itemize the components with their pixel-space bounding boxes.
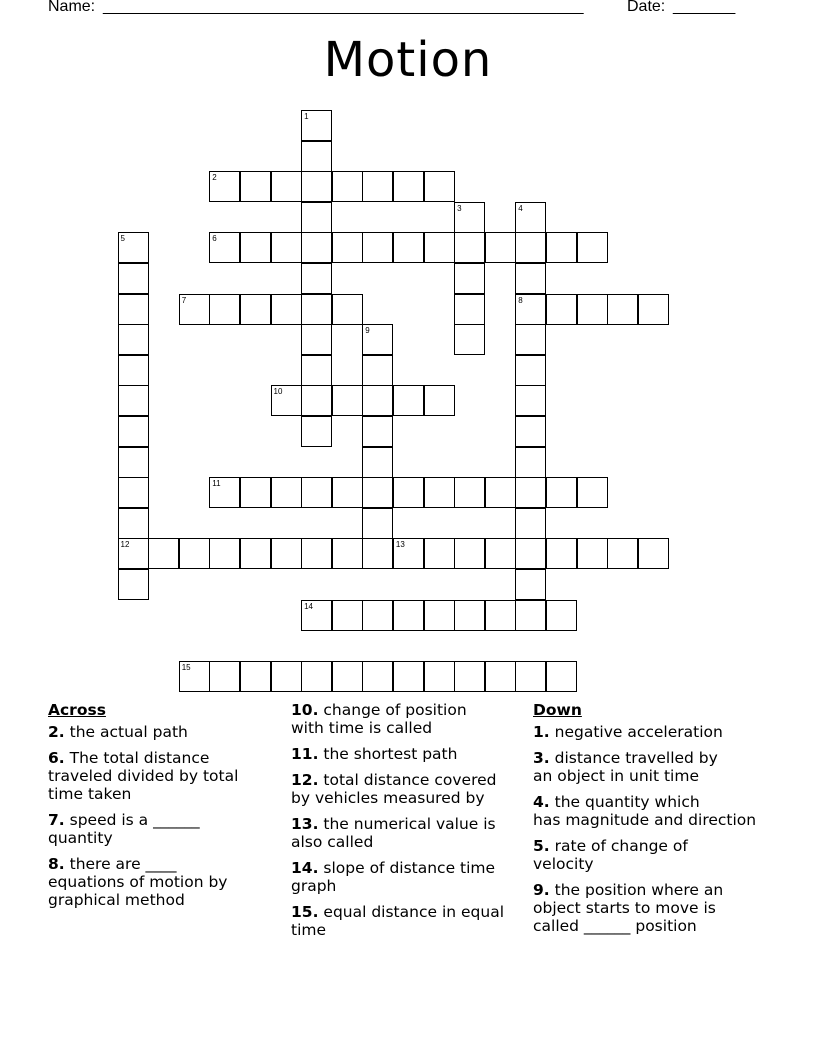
grid-cell[interactable] bbox=[454, 477, 485, 508]
clues-column-right bbox=[533, 701, 803, 943]
grid-cell[interactable] bbox=[546, 600, 577, 631]
grid-cell[interactable] bbox=[393, 477, 424, 508]
clue-across-14 bbox=[291, 859, 526, 895]
grid-cell[interactable] bbox=[271, 171, 302, 202]
grid-cell[interactable] bbox=[332, 538, 363, 569]
grid-cell[interactable] bbox=[546, 232, 577, 263]
grid-cell[interactable] bbox=[240, 232, 271, 263]
grid-cell[interactable] bbox=[362, 447, 393, 478]
grid-cell[interactable] bbox=[209, 477, 240, 508]
clues-column-middle bbox=[291, 701, 526, 947]
date-label: Date: bbox=[627, 0, 666, 15]
clue-text: distance travelled by an object in unit time bbox=[533, 749, 718, 785]
clue-number: 9. bbox=[533, 881, 550, 899]
grid-cell[interactable] bbox=[118, 538, 149, 569]
grid-cell[interactable] bbox=[485, 232, 516, 263]
grid-cell[interactable] bbox=[362, 385, 393, 416]
grid-cell[interactable] bbox=[179, 294, 210, 325]
grid-cell[interactable] bbox=[577, 477, 608, 508]
clue-text: The total distance traveled divided by total time taken bbox=[48, 749, 239, 803]
grid-cell[interactable] bbox=[118, 232, 149, 263]
grid-cell[interactable] bbox=[301, 141, 332, 172]
cell-number: 8 bbox=[518, 295, 523, 305]
grid-cell[interactable] bbox=[301, 385, 332, 416]
clue-number: 7. bbox=[48, 811, 65, 829]
grid-cell[interactable] bbox=[301, 416, 332, 447]
grid-cell[interactable] bbox=[638, 294, 669, 325]
grid-cell[interactable] bbox=[301, 171, 332, 202]
clue-down-1 bbox=[533, 723, 803, 741]
grid-cell[interactable] bbox=[118, 324, 149, 355]
clue-across-15 bbox=[291, 903, 526, 939]
grid-cell[interactable] bbox=[362, 171, 393, 202]
grid-cell[interactable] bbox=[301, 355, 332, 386]
cell-number: 10 bbox=[273, 387, 283, 397]
grid-cell[interactable] bbox=[515, 232, 546, 263]
grid-cell[interactable] bbox=[301, 263, 332, 294]
cell-number: 5 bbox=[120, 234, 125, 244]
grid-cell[interactable] bbox=[301, 110, 332, 141]
clue-across-12 bbox=[291, 771, 526, 807]
grid-cell[interactable] bbox=[485, 538, 516, 569]
grid-cell[interactable] bbox=[454, 324, 485, 355]
grid-cell[interactable] bbox=[332, 600, 363, 631]
grid-cell[interactable] bbox=[209, 661, 240, 692]
grid-cell[interactable] bbox=[607, 294, 638, 325]
grid-cell[interactable] bbox=[577, 294, 608, 325]
grid-cell[interactable] bbox=[546, 294, 577, 325]
grid-cell[interactable] bbox=[118, 477, 149, 508]
clue-number: 14. bbox=[291, 859, 319, 877]
grid-cell[interactable] bbox=[515, 447, 546, 478]
clues-column-left bbox=[48, 701, 283, 917]
clue-number: 8. bbox=[48, 855, 65, 873]
grid-cell[interactable] bbox=[362, 416, 393, 447]
grid-cell[interactable] bbox=[454, 661, 485, 692]
grid-cell[interactable] bbox=[454, 263, 485, 294]
grid-cell[interactable] bbox=[362, 538, 393, 569]
grid-cell[interactable] bbox=[240, 171, 271, 202]
cell-number: 3 bbox=[457, 203, 462, 213]
grid-cell[interactable] bbox=[515, 538, 546, 569]
grid-cell[interactable] bbox=[424, 385, 455, 416]
grid-cell[interactable] bbox=[271, 385, 302, 416]
name-field[interactable]: ______________________________________________________ bbox=[103, 0, 584, 15]
grid-cell[interactable] bbox=[179, 661, 210, 692]
grid-cell[interactable] bbox=[332, 477, 363, 508]
grid-cell[interactable] bbox=[362, 232, 393, 263]
grid-cell[interactable] bbox=[148, 538, 179, 569]
clue-across-7 bbox=[48, 811, 283, 847]
clue-number: 4. bbox=[533, 793, 550, 811]
clue-text: change of position with time is called bbox=[291, 701, 467, 737]
grid-cell[interactable] bbox=[546, 477, 577, 508]
grid-cell[interactable] bbox=[515, 263, 546, 294]
grid-cell[interactable] bbox=[118, 447, 149, 478]
grid-cell[interactable] bbox=[454, 600, 485, 631]
grid-cell[interactable] bbox=[240, 294, 271, 325]
grid-cell[interactable] bbox=[577, 232, 608, 263]
clue-across-13 bbox=[291, 815, 526, 851]
grid-cell[interactable] bbox=[485, 600, 516, 631]
grid-cell[interactable] bbox=[301, 294, 332, 325]
grid-cell[interactable] bbox=[362, 600, 393, 631]
grid-cell[interactable] bbox=[271, 538, 302, 569]
clue-text: there are ____ equations of motion by graphical method bbox=[48, 855, 228, 909]
grid-cell[interactable] bbox=[362, 477, 393, 508]
grid-cell[interactable] bbox=[271, 232, 302, 263]
grid-cell[interactable] bbox=[515, 324, 546, 355]
grid-cell[interactable] bbox=[515, 508, 546, 539]
grid-cell[interactable] bbox=[271, 661, 302, 692]
grid-cell[interactable] bbox=[301, 232, 332, 263]
clue-across-10 bbox=[291, 701, 526, 737]
clue-text: slope of distance time graph bbox=[291, 859, 496, 895]
cell-number: 14 bbox=[304, 601, 313, 611]
cell-number: 2 bbox=[212, 173, 217, 183]
cell-number: 1 bbox=[304, 112, 309, 121]
grid-cell[interactable] bbox=[515, 385, 546, 416]
grid-cell[interactable] bbox=[271, 294, 302, 325]
clue-text: equal distance in equal time bbox=[291, 903, 505, 939]
cell-number: 12 bbox=[120, 540, 130, 550]
grid-cell[interactable] bbox=[393, 661, 424, 692]
name-label: Name: bbox=[48, 0, 96, 15]
grid-cell[interactable] bbox=[393, 538, 424, 569]
grid-cell[interactable] bbox=[515, 416, 546, 447]
grid-cell[interactable] bbox=[209, 171, 240, 202]
grid-cell[interactable] bbox=[301, 661, 332, 692]
clue-text: the actual path bbox=[69, 723, 188, 741]
grid-cell[interactable] bbox=[485, 661, 516, 692]
cell-number: 11 bbox=[212, 479, 221, 489]
clue-number: 12. bbox=[291, 771, 319, 789]
grid-cell[interactable] bbox=[362, 324, 393, 355]
grid-cell[interactable] bbox=[332, 171, 363, 202]
clue-number: 6. bbox=[48, 749, 65, 767]
grid-cell[interactable] bbox=[607, 538, 638, 569]
grid-cell[interactable] bbox=[118, 508, 149, 539]
grid-cell[interactable] bbox=[118, 569, 149, 600]
clue-across-11 bbox=[291, 745, 526, 763]
grid-cell[interactable] bbox=[393, 232, 424, 263]
clue-text: the shortest path bbox=[323, 745, 458, 763]
grid-cell[interactable] bbox=[424, 538, 455, 569]
grid-cell[interactable] bbox=[424, 232, 455, 263]
clue-number: 3. bbox=[533, 749, 550, 767]
grid-cell[interactable] bbox=[638, 538, 669, 569]
grid-cell[interactable] bbox=[515, 294, 546, 325]
clue-text: rate of change of velocity bbox=[533, 837, 688, 873]
grid-cell[interactable] bbox=[393, 385, 424, 416]
grid-cell[interactable] bbox=[515, 600, 546, 631]
grid-cell[interactable] bbox=[118, 263, 149, 294]
grid-cell[interactable] bbox=[515, 661, 546, 692]
grid-cell[interactable] bbox=[424, 477, 455, 508]
grid-cell[interactable] bbox=[515, 202, 546, 233]
grid-cell[interactable] bbox=[393, 171, 424, 202]
grid-cell[interactable] bbox=[301, 202, 332, 233]
clue-across-2 bbox=[48, 723, 283, 741]
grid-cell[interactable] bbox=[424, 661, 455, 692]
grid-cell[interactable] bbox=[454, 202, 485, 233]
clue-down-3 bbox=[533, 749, 803, 785]
grid-cell[interactable] bbox=[209, 538, 240, 569]
grid-cell[interactable] bbox=[546, 538, 577, 569]
grid-cell[interactable] bbox=[118, 416, 149, 447]
clue-down-4 bbox=[533, 793, 803, 829]
grid-cell[interactable] bbox=[332, 385, 363, 416]
grid-cell[interactable] bbox=[301, 600, 332, 631]
down-heading: Down bbox=[533, 701, 582, 719]
clue-text: total distance covered by vehicles measured by bbox=[291, 771, 497, 807]
clue-text: the quantity which has magnitude and direction bbox=[533, 793, 757, 829]
grid-cell[interactable] bbox=[362, 661, 393, 692]
grid-cell[interactable] bbox=[332, 232, 363, 263]
clue-number: 1. bbox=[533, 723, 550, 741]
clue-text: speed is a ______ quantity bbox=[48, 811, 200, 847]
grid-cell[interactable] bbox=[301, 324, 332, 355]
grid-cell[interactable] bbox=[515, 477, 546, 508]
grid-cell[interactable] bbox=[454, 232, 485, 263]
clue-text: the numerical value is also called bbox=[291, 815, 496, 851]
clue-number: 13. bbox=[291, 815, 319, 833]
grid-cell[interactable] bbox=[546, 661, 577, 692]
cell-number: 4 bbox=[518, 203, 523, 213]
clue-down-5 bbox=[533, 837, 803, 873]
grid-cell[interactable] bbox=[118, 355, 149, 386]
grid-cell[interactable] bbox=[393, 600, 424, 631]
grid-cell[interactable] bbox=[209, 232, 240, 263]
grid-cell[interactable] bbox=[179, 538, 210, 569]
cell-number: 15 bbox=[181, 662, 191, 672]
grid-cell[interactable] bbox=[362, 508, 393, 539]
grid-cell[interactable] bbox=[332, 661, 363, 692]
grid-cell[interactable] bbox=[301, 538, 332, 569]
grid-cell[interactable] bbox=[485, 477, 516, 508]
cell-number: 6 bbox=[212, 234, 217, 244]
clue-text: negative acceleration bbox=[554, 723, 723, 741]
grid-cell[interactable] bbox=[240, 477, 271, 508]
grid-cell[interactable] bbox=[454, 538, 485, 569]
clue-across-8 bbox=[48, 855, 283, 909]
page-title: Motion bbox=[323, 32, 493, 88]
grid-cell[interactable] bbox=[332, 294, 363, 325]
cell-number: 9 bbox=[365, 326, 370, 336]
clue-number: 15. bbox=[291, 903, 319, 921]
across-heading: Across bbox=[48, 701, 106, 719]
clue-number: 11. bbox=[291, 745, 319, 763]
clue-down-9 bbox=[533, 881, 803, 935]
grid-cell[interactable] bbox=[240, 661, 271, 692]
grid-cell[interactable] bbox=[454, 294, 485, 325]
grid-cell[interactable] bbox=[118, 294, 149, 325]
clue-text: the position where an object starts to move is called ______ position bbox=[533, 881, 724, 935]
grid-cell[interactable] bbox=[240, 538, 271, 569]
cell-number: 7 bbox=[181, 295, 187, 305]
grid-cell[interactable] bbox=[209, 294, 240, 325]
grid-cell[interactable] bbox=[424, 600, 455, 631]
clue-number: 10. bbox=[291, 701, 319, 719]
clue-number: 2. bbox=[48, 723, 65, 741]
grid-cell[interactable] bbox=[118, 385, 149, 416]
grid-cell[interactable] bbox=[271, 477, 302, 508]
grid-cell[interactable] bbox=[577, 538, 608, 569]
grid-cell[interactable] bbox=[515, 569, 546, 600]
cell-number: 13 bbox=[395, 540, 405, 550]
grid-cell[interactable] bbox=[362, 355, 393, 386]
clue-number: 5. bbox=[533, 837, 550, 855]
date-field[interactable]: _______ bbox=[673, 0, 736, 15]
grid-cell[interactable] bbox=[301, 477, 332, 508]
clue-across-6 bbox=[48, 749, 283, 803]
grid-cell[interactable] bbox=[424, 171, 455, 202]
grid-cell[interactable] bbox=[515, 355, 546, 386]
